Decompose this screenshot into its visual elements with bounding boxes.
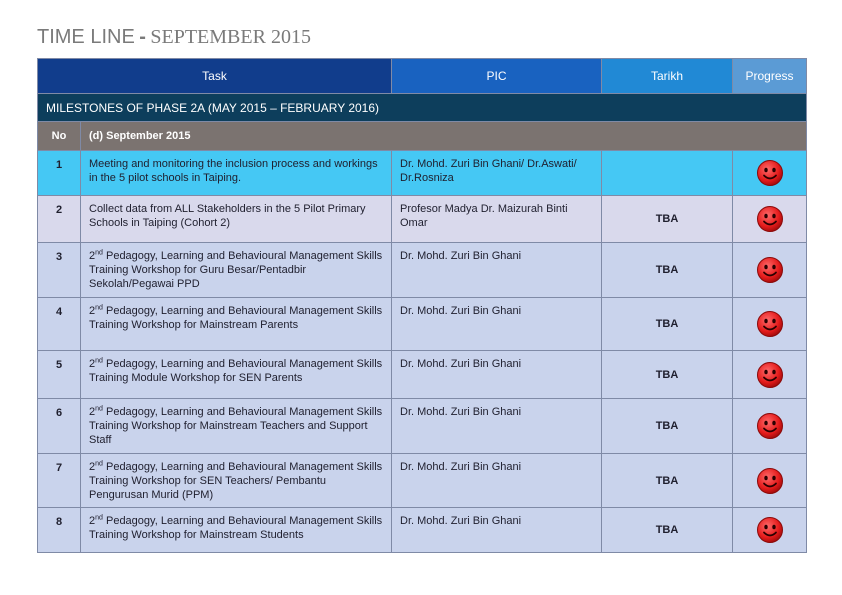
page-title-main: TIME LINE: [37, 26, 135, 48]
row-task: [81, 196, 392, 243]
table-row: [38, 196, 807, 243]
timeline-table: [37, 58, 807, 553]
row-task: 2nd Pedagogy, Learning and Behavioural Management Skills Training Workshop for Mainstream Students: [81, 508, 392, 553]
row-task-text: Meeting and monitoring the inclusion process and workings in the 5 pilot schools in Taiping.: [89, 158, 378, 184]
red-smiley-icon: [756, 412, 784, 440]
page-title-separator: -: [139, 26, 146, 48]
row-task: 2nd Pedagogy, Learning and Behavioural Management Skills Training Workshop for Mainstream Teachers and Support Staff: [81, 399, 392, 454]
table-row: [38, 454, 807, 508]
page-title: [37, 26, 311, 49]
row-tarikh: TBA: [602, 351, 733, 399]
row-task: 2nd Pedagogy, Learning and Behavioural Management Skills Training Module Workshop for SEN Parents: [81, 351, 392, 399]
row-progress: [733, 399, 807, 454]
row-pic: Dr. Mohd. Zuri Bin Ghani: [392, 351, 602, 399]
row-pic: Dr. Mohd. Zuri Bin Ghani: [392, 243, 602, 298]
row-tarikh: TBA: [602, 196, 733, 243]
row-progress: [733, 151, 807, 196]
ordinal-suffix: nd: [95, 405, 103, 413]
row-pic: Dr. Mohd. Zuri Bin Ghani: [392, 399, 602, 454]
row-task-text: Pedagogy, Learning and Behavioural Management Skills Training Module Workshop for SEN Parents: [89, 358, 383, 384]
phase-label: MILESTONES OF PHASE 2A (MAY 2015 – FEBRUARY 2016): [38, 94, 807, 122]
row-task: 2nd Pedagogy, Learning and Behavioural Management Skills Training Workshop for Mainstream Parents: [81, 298, 392, 351]
table-row: [38, 151, 807, 196]
red-smiley-icon: [756, 256, 784, 284]
row-tarikh: TBA: [602, 298, 733, 351]
page-title-month: SEPTEMBER 2015: [150, 26, 311, 48]
phase-row: [38, 94, 807, 122]
table-row: [38, 399, 807, 454]
ordinal-suffix: nd: [95, 304, 103, 312]
section-title: (d) September 2015: [81, 122, 807, 151]
row-number: 6: [38, 399, 81, 454]
red-smiley-icon: [756, 310, 784, 338]
row-number: 4: [38, 298, 81, 351]
table-row: [38, 243, 807, 298]
table-row: [38, 351, 807, 399]
row-progress: [733, 351, 807, 399]
row-tarikh: TBA: [602, 508, 733, 553]
red-smiley-icon: [756, 159, 784, 187]
red-smiley-icon: [756, 361, 784, 389]
row-number: 7: [38, 454, 81, 508]
table-header-row: [38, 59, 807, 94]
row-number: 2: [38, 196, 81, 243]
row-pic: Dr. Mohd. Zuri Bin Ghani: [392, 508, 602, 553]
row-progress: [733, 454, 807, 508]
ordinal-suffix: nd: [95, 357, 103, 365]
table-row: [38, 508, 807, 553]
row-pic: Dr. Mohd. Zuri Bin Ghani: [392, 454, 602, 508]
row-number: 1: [38, 151, 81, 196]
row-number: 3: [38, 243, 81, 298]
section-row: [38, 122, 807, 151]
row-progress: [733, 298, 807, 351]
row-number: 5: [38, 351, 81, 399]
ordinal-suffix: nd: [95, 249, 103, 257]
row-pic: Dr. Mohd. Zuri Bin Ghani/ Dr.Aswati/ Dr.Rosniza: [392, 151, 602, 196]
row-progress: [733, 508, 807, 553]
header-progress: Progress: [733, 59, 807, 94]
row-progress: [733, 196, 807, 243]
red-smiley-icon: [756, 467, 784, 495]
row-task-text: Pedagogy, Learning and Behavioural Management Skills Training Workshop for Mainstream Parents: [89, 305, 383, 331]
section-no-label: No: [38, 122, 81, 151]
ordinal-suffix: nd: [95, 514, 103, 522]
row-task-text: Pedagogy, Learning and Behavioural Management Skills Training Workshop for Mainstream Teachers and Support Staff: [89, 406, 383, 446]
row-task-text: Collect data from ALL Stakeholders in the 5 Pilot Primary Schools in Taiping (Cohort 2): [89, 203, 366, 229]
ordinal-suffix: nd: [95, 460, 103, 468]
header-pic: PIC: [392, 59, 602, 94]
row-tarikh: TBA: [602, 243, 733, 298]
row-task: [81, 151, 392, 196]
header-tarikh: Tarikh: [602, 59, 733, 94]
row-tarikh: [602, 151, 733, 196]
table-row: [38, 298, 807, 351]
row-task-text: Pedagogy, Learning and Behavioural Management Skills Training Workshop for SEN Teachers/ Pembantu Pengurusan Murid (PPM): [89, 461, 383, 501]
row-number: 8: [38, 508, 81, 553]
row-task-text: Pedagogy, Learning and Behavioural Management Skills Training Workshop for Mainstream Students: [89, 515, 383, 541]
row-pic: Dr. Mohd. Zuri Bin Ghani: [392, 298, 602, 351]
row-task-text: Pedagogy, Learning and Behavioural Management Skills Training Workshop for Guru Besar/Pentadbir Sekolah/Pegawai PPD: [89, 250, 383, 290]
row-progress: [733, 243, 807, 298]
row-tarikh: TBA: [602, 399, 733, 454]
row-pic: Profesor Madya Dr. Maizurah Binti Omar: [392, 196, 602, 243]
header-task: Task: [38, 59, 392, 94]
row-tarikh: TBA: [602, 454, 733, 508]
row-task: 2nd Pedagogy, Learning and Behavioural Management Skills Training Workshop for Guru Besar/Pentadbir Sekolah/Pegawai PPD: [81, 243, 392, 298]
row-task: 2nd Pedagogy, Learning and Behavioural Management Skills Training Workshop for SEN Teachers/ Pembantu Pengurusan Murid (PPM): [81, 454, 392, 508]
red-smiley-icon: [756, 516, 784, 544]
red-smiley-icon: [756, 205, 784, 233]
